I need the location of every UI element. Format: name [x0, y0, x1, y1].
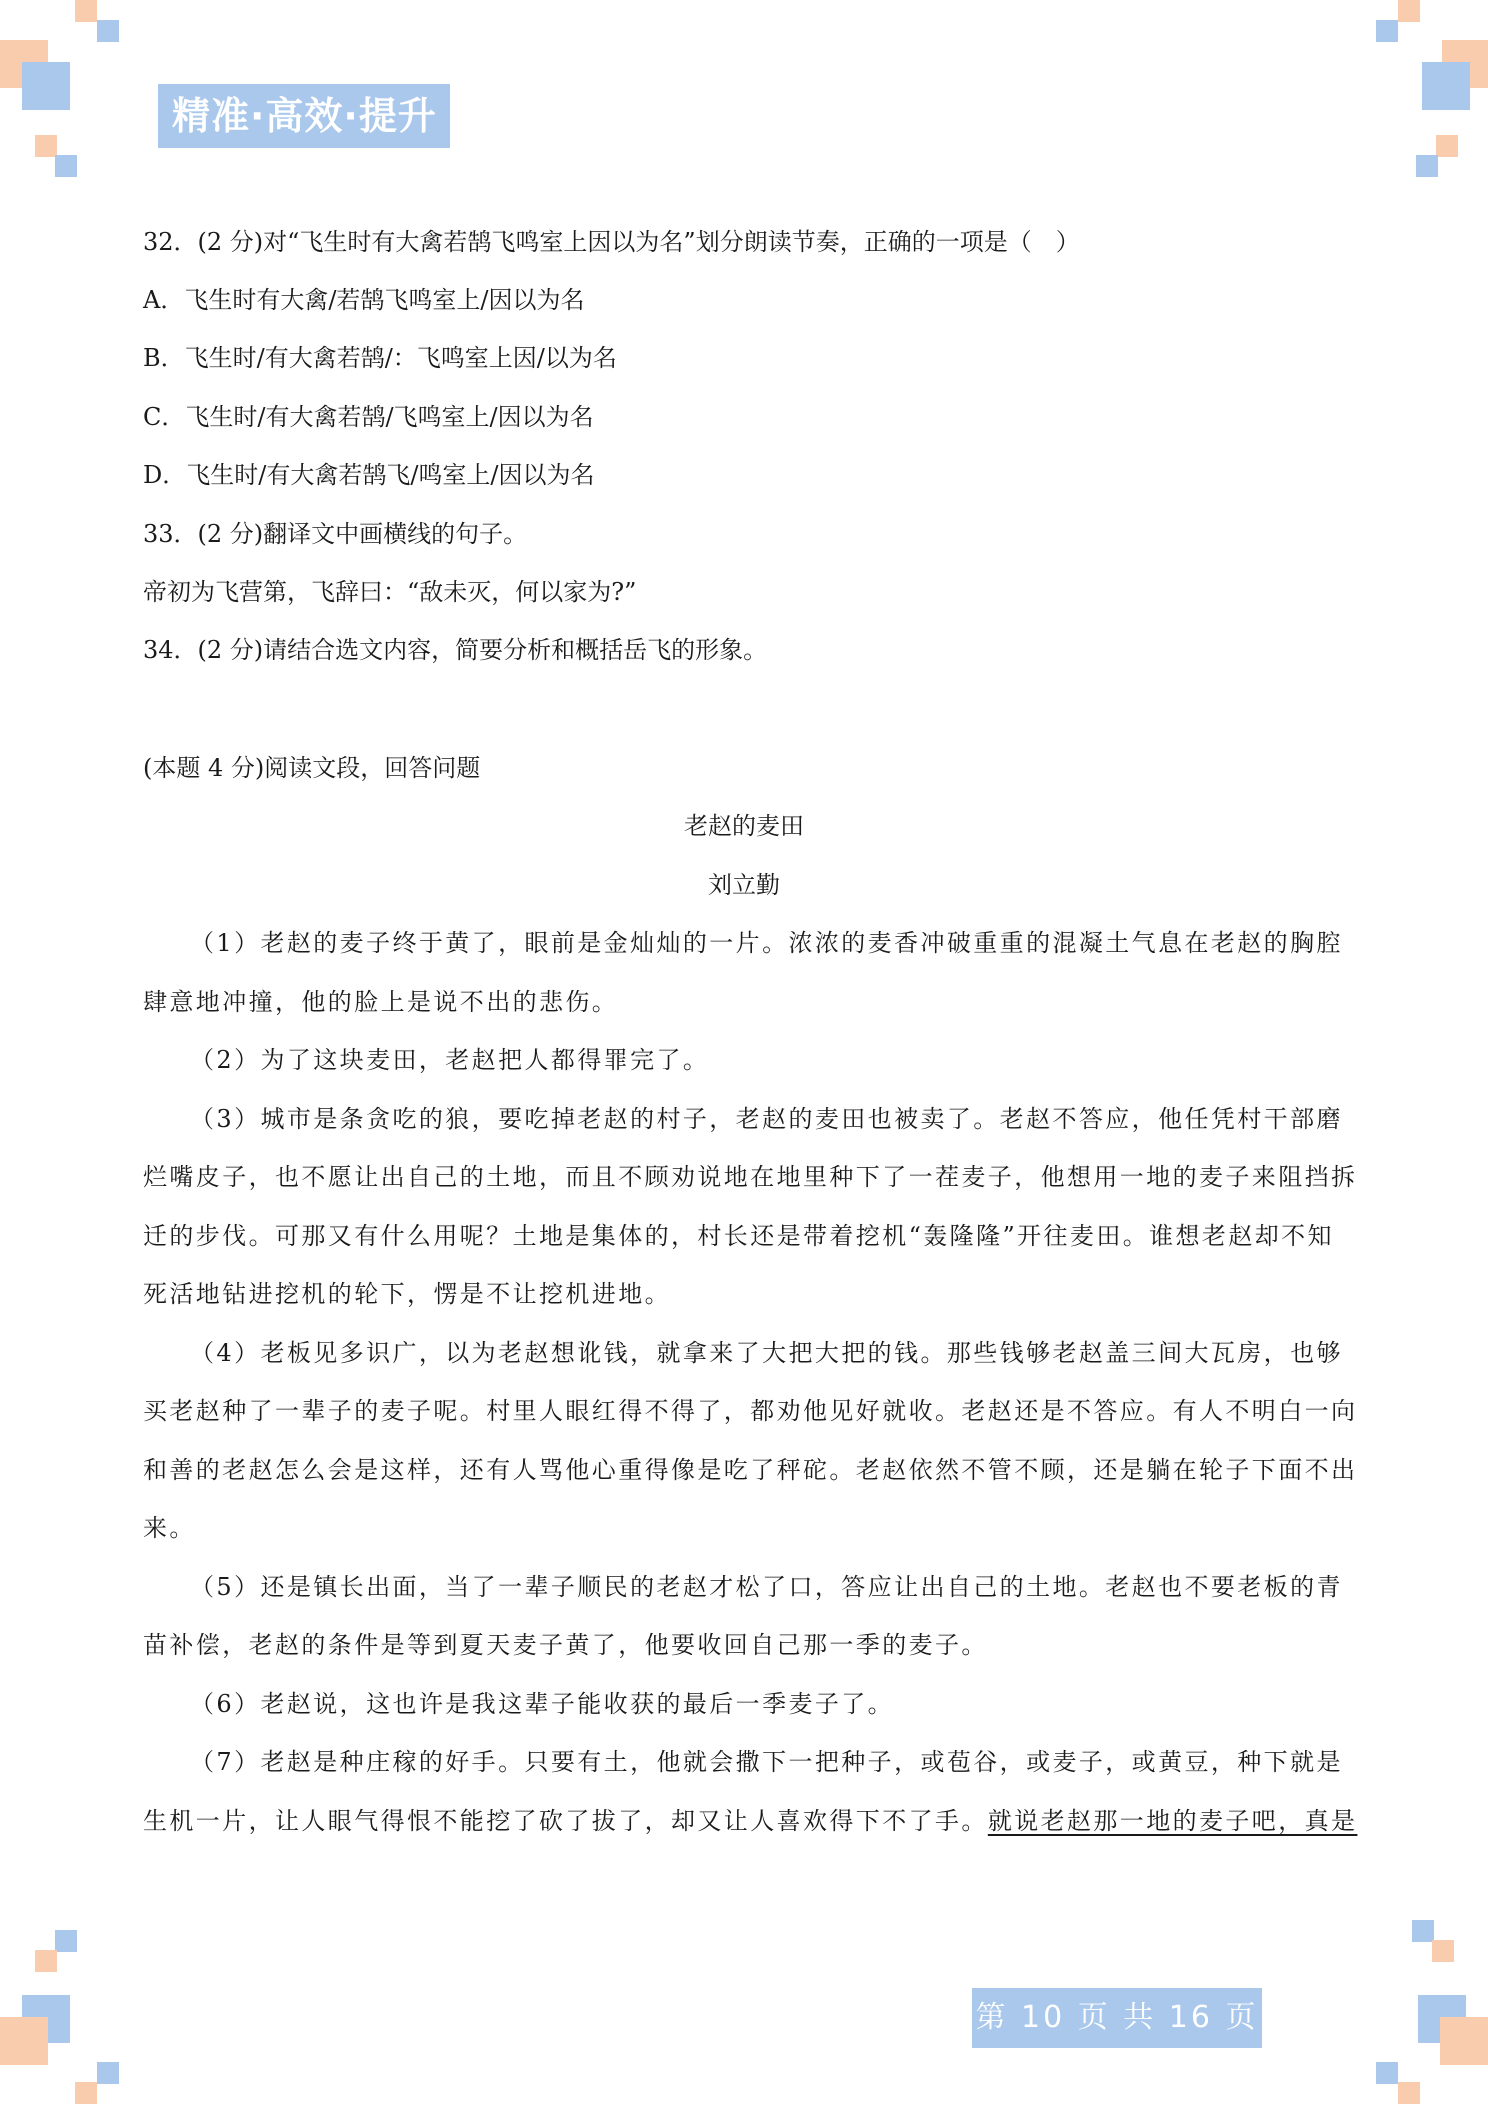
reading-title: 老赵的麦田 [684, 812, 804, 840]
paragraph-line: 和善的老赵怎么会是这样，还有人骂他心重得像是吃了秤砣。老赵依然不管不顾，还是躺在轮子下面不出 [143, 1456, 1358, 1484]
paragraph-line: （7）老赵是种庄稼的好手。只要有土，他就会撒下一把种子，或苞谷，或麦子，或黄豆，种下就是 [190, 1748, 1343, 1776]
decor-square [1412, 1920, 1434, 1942]
question-34: 34．(2 分)请结合选文内容，简要分析和概括岳飞的形象。 [143, 636, 768, 664]
decor-square [1416, 155, 1438, 177]
paragraph-line: （1）老赵的麦子终于黄了，眼前是金灿灿的一片。浓浓的麦香冲破重重的混凝土气息在老赵的胸腔 [190, 929, 1343, 957]
paragraph-line [143, 1805, 1357, 1837]
paragraph-line: （5）还是镇长出面，当了一辈子顺民的老赵才松了口，答应让出自己的土地。老赵也不要老板的青 [190, 1573, 1343, 1601]
header-badge: 精准·高效·提升 [158, 84, 450, 148]
decor-square [1440, 2017, 1488, 2065]
paragraph-line: 苗补偿，老赵的条件是等到夏天麦子黄了，他要收回自己那一季的麦子。 [143, 1631, 988, 1659]
page-indicator: 第 10 页 共 16 页 [972, 1988, 1262, 2048]
decor-square [1376, 2062, 1398, 2084]
paragraph-line: （6）老赵说，这也许是我这辈子能收获的最后一季麦子了。 [190, 1690, 895, 1718]
paragraph-line: 烂嘴皮子，也不愿让出自己的土地，而且不顾劝说地在地里种下了一茬麦子，他想用一地的麦子来阻挡拆 [143, 1163, 1358, 1191]
paragraph-text: 生机一片，让人眼气得恨不能挖了砍了拔了，却又让人喜欢得下不了手。 [143, 1807, 988, 1835]
reading-author: 刘立勤 [708, 871, 780, 899]
decor-square [55, 1930, 77, 1952]
decor-square [75, 2082, 97, 2104]
question-33-sentence: 帝初为飞营第，飞辞曰：“敌未灭，何以家为?” [143, 578, 637, 606]
paragraph-line: 死活地钻进挖机的轮下，愣是不让挖机进地。 [143, 1280, 671, 1308]
decor-square [35, 135, 57, 157]
decor-square [1398, 0, 1420, 22]
paragraph-line: （3）城市是条贪吃的狼，要吃掉老赵的村子，老赵的麦田也被卖了。老赵不答应，他任凭村干部磨 [190, 1105, 1343, 1133]
decor-square [1422, 62, 1470, 110]
decor-square [1436, 135, 1458, 157]
option-c: C．飞生时/有大禽若鹄/飞鸣室上/因以为名 [143, 403, 594, 431]
decor-square [0, 2017, 48, 2065]
question-32: 32．(2 分)对“飞生时有大禽若鹄飞鸣室上因以为名”划分朗读节奏，正确的一项是（ ） [143, 228, 1080, 256]
reading-intro: (本题 4 分)阅读文段，回答问题 [143, 754, 481, 782]
option-d: D．飞生时/有大禽若鹄飞/鸣室上/因以为名 [143, 461, 595, 489]
decor-square [97, 2062, 119, 2084]
decor-square [35, 1950, 57, 1972]
paragraph-line: （4）老板见多识广，以为老赵想讹钱，就拿来了大把大把的钱。那些钱够老赵盖三间大瓦房，也够 [190, 1339, 1343, 1367]
decor-square [1376, 20, 1398, 42]
decor-square [55, 155, 77, 177]
decor-square [75, 0, 97, 22]
underlined-sentence: 就说老赵那一地的麦子吧，真是 [987, 1807, 1358, 1835]
question-33: 33．(2 分)翻译文中画横线的句子。 [143, 520, 528, 548]
decor-square [1432, 1940, 1454, 1962]
decor-square [22, 62, 70, 110]
paragraph-line: 来。 [143, 1514, 196, 1542]
decor-square [97, 20, 119, 42]
decor-square [1398, 2082, 1420, 2104]
paragraph-line: 买老赵种了一辈子的麦子呢。村里人眼红得不得了，都劝他见好就收。老赵还是不答应。有人不明白一向 [143, 1397, 1358, 1425]
option-a: A．飞生时有大禽/若鹄飞鸣室上/因以为名 [143, 286, 585, 314]
paragraph-line: （2）为了这块麦田，老赵把人都得罪完了。 [190, 1046, 710, 1074]
paragraph-line: 肆意地冲撞，他的脸上是说不出的悲伤。 [143, 988, 619, 1016]
option-b: B．飞生时/有大禽若鹄/：飞鸣室上因/以为名 [143, 344, 617, 372]
paragraph-line: 迁的步伐。可那又有什么用呢？土地是集体的，村长还是带着挖机“轰隆隆”开往麦田。谁想老赵却不知 [143, 1222, 1334, 1250]
